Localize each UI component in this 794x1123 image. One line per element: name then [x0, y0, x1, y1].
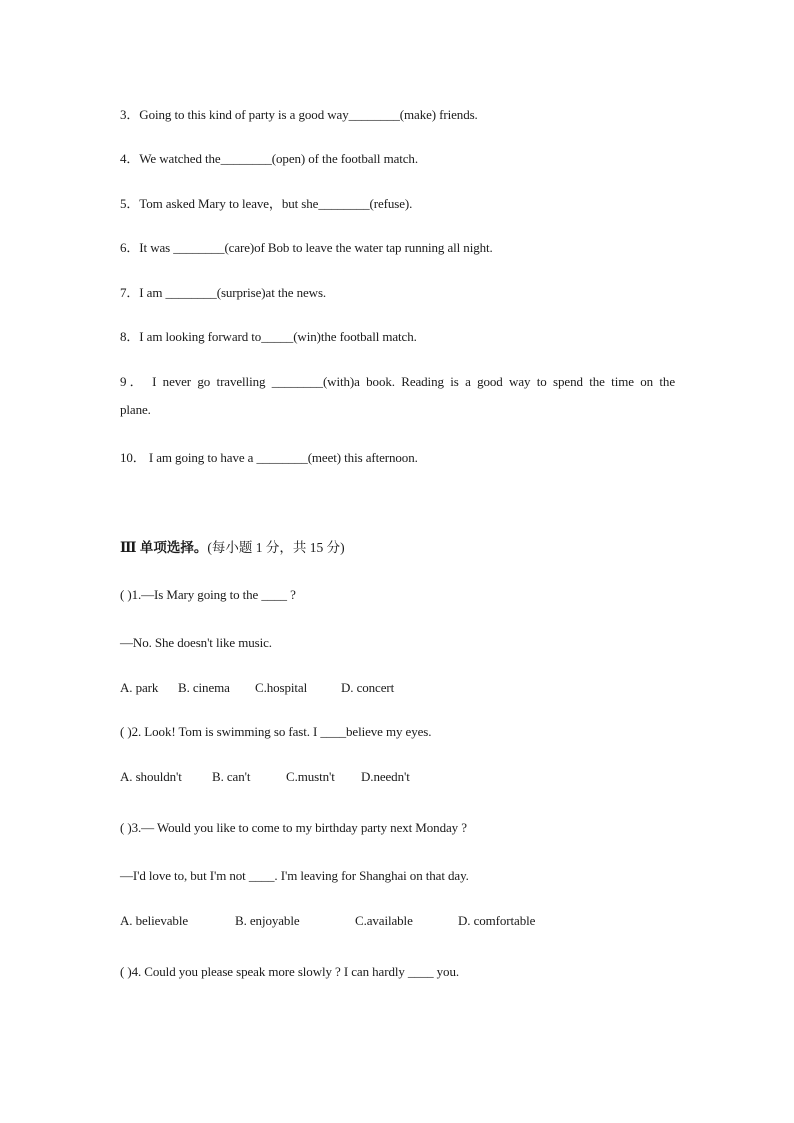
section-title: 单项选择。: [139, 540, 208, 555]
question-10: 10． I am going to have a ________(meet) this afternoon.: [120, 450, 418, 465]
mcq-4-stem: ( )4. Could you please speak more slowly ? I can hardly ____ you.: [120, 964, 460, 979]
question-6: 6．It was ________(care)of Bob to leave the water tap running all night.: [120, 240, 493, 255]
section-heading: [120, 536, 345, 556]
option-c: C.mustn't: [286, 769, 335, 784]
question-4: 4．We watched the________(open) of the football match.: [120, 151, 418, 166]
mcq-1-stem: ( )1.—Is Mary going to the ____ ?: [120, 587, 296, 602]
option-d: D. concert: [341, 680, 395, 695]
option-c: C.available: [355, 913, 413, 928]
mcq-1-reply: —No. She doesn't like music.: [120, 635, 272, 650]
question-5: 5．Tom asked Mary to leave，but she________(refuse).: [120, 196, 413, 211]
section-numeral: Ⅲ: [120, 540, 137, 555]
question-7: 7．I am ________(surprise)at the news.: [120, 285, 327, 300]
mcq-2-options: [120, 769, 410, 785]
question-3: 3．Going to this kind of party is a good way________(make) friends.: [120, 107, 478, 122]
option-a: A. park: [120, 680, 159, 695]
section-scoring-note: (每小题 1 分，共 15 分): [207, 540, 345, 555]
mcq-3-reply: —I'd love to, but I'm not ____. I'm leaving for Shanghai on that day.: [120, 868, 469, 883]
option-a: A. shouldn't: [120, 769, 182, 784]
option-d: D. comfortable: [458, 913, 536, 928]
question-9: 9． I never go travelling ________(with)a book. Reading is a good way to spend the time on the: [120, 374, 675, 389]
mcq-2-stem: ( )2. Look! Tom is swimming so fast. I ____believe my eyes.: [120, 724, 432, 739]
option-c: C.hospital: [255, 680, 308, 695]
option-d: D.needn't: [361, 769, 410, 784]
mcq-1-options: [120, 680, 394, 696]
question-8: 8．I am looking forward to_____(win)the football match.: [120, 329, 417, 344]
mcq-3-stem: ( )3.— Would you like to come to my birthday party next Monday ?: [120, 820, 467, 835]
option-a: A. believable: [120, 913, 189, 928]
option-b: B. can't: [212, 769, 251, 784]
option-b: B. enjoyable: [235, 913, 300, 928]
option-b: B. cinema: [178, 680, 230, 695]
question-9-continued: plane.: [120, 402, 151, 417]
mcq-3-options: [120, 913, 535, 929]
